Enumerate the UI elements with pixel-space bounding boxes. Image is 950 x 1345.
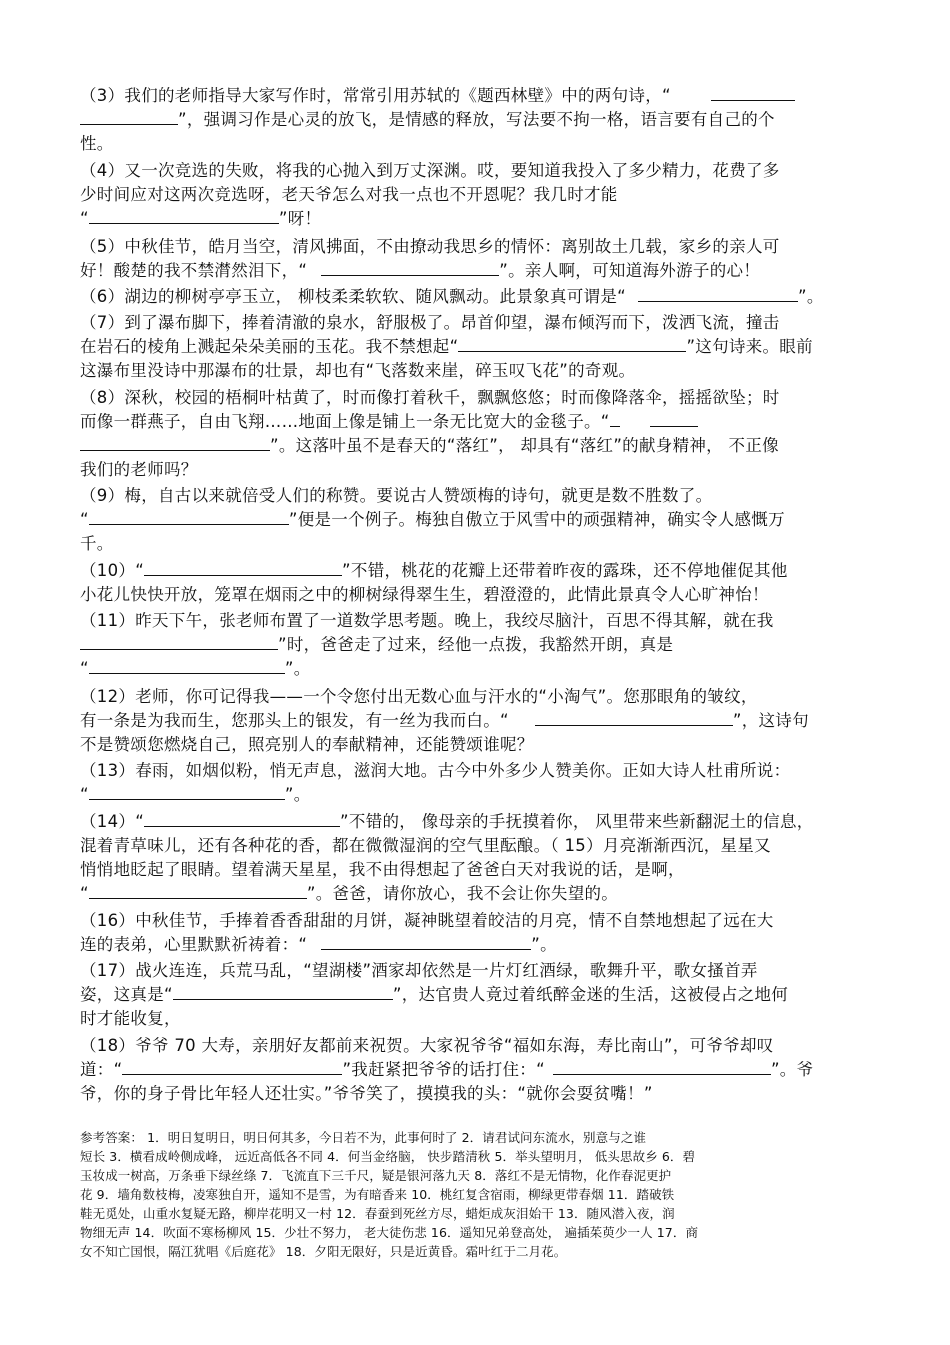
- q18-text: （18）爷爷 70 大寿，亲朋好友都前来祝贺。大家祝爷爷“福如东海，寿比南山”，可爷爷却叹: [80, 1036, 774, 1055]
- blank: [89, 658, 285, 674]
- q11-line-3: [80, 658, 311, 680]
- blank: [711, 85, 795, 101]
- q12-line-1: [80, 686, 758, 708]
- q14-text: 混着青草味儿，还有各种花的香，都在微微湿润的空气里酝酿。（ 15）月亮渐渐西沉，星星又: [80, 836, 771, 855]
- q8-line-4: [80, 459, 198, 481]
- q5-line-2: [80, 260, 760, 282]
- q15-text: “: [80, 884, 89, 903]
- q5-line-1: [80, 236, 780, 258]
- blank: [638, 286, 798, 302]
- q6-text: ”。: [798, 287, 824, 306]
- q13-line-2: [80, 784, 311, 806]
- q18-text: ”我赶紧把爷爷的话打住：“: [342, 1060, 545, 1079]
- blank: [80, 435, 270, 451]
- q6-text: （6）湖边的柳树亭亭玉立， 柳枝柔柔软软、随风飘动。此景象真可谓是“: [80, 287, 626, 306]
- q9-line-3: [80, 533, 114, 555]
- q9-line-2: [80, 509, 785, 531]
- blank: [89, 208, 279, 224]
- q14-line-2: [80, 835, 771, 857]
- q7-text: ”这句诗来。眼前: [686, 337, 813, 356]
- q12-text: （12）老师，你可记得我——一个令您付出无数心血与汗水的“小淘气”。您那眼角的皱纹，: [80, 687, 758, 706]
- q18-line-2: [80, 1059, 813, 1081]
- q10-text: （10）“: [80, 561, 145, 580]
- q3-text: ”，强调习作是心灵的放飞，是情感的释放，写法要不拘一格，语言要有自己的个: [178, 110, 775, 129]
- q17-line-3: [80, 1008, 181, 1030]
- blank: [610, 411, 620, 427]
- q5-text: 好！酸楚的我不禁潸然泪下，“: [80, 261, 308, 280]
- blank: [80, 109, 178, 125]
- blank: [321, 260, 499, 276]
- answer-text: 参考答案： 1．明日复明日，明日何其多，今日若不为，此事何时了 2．请君试问东流水，别意与之谁: [80, 1130, 647, 1145]
- blank: [144, 560, 342, 576]
- q9-text: （9）梅，自古以来就倍受人们的称赞。要说古人赞颂梅的诗句，就更是数不胜数了。: [80, 486, 713, 505]
- q18-line-3: [80, 1083, 653, 1105]
- q5-text: （5）中秋佳节，皓月当空，清风拂面，不由撩动我思乡的情怀：离别故土几载，家乡的亲人可: [80, 237, 780, 256]
- q15-line-2: [80, 883, 618, 905]
- q10-line-2: [80, 584, 769, 606]
- q16-text: ”。: [531, 935, 557, 954]
- q13-line-1: [80, 760, 790, 782]
- q12-line-2: [80, 710, 809, 732]
- q16-line-1: [80, 910, 774, 932]
- answer-text: 物细无声 14．吹面不寒杨柳风 15．少壮不努力， 老大徒伤悲 16．遥知兄弟登高处， 遍插茱萸少一人 17．商: [80, 1225, 699, 1240]
- blank: [458, 336, 686, 352]
- q12-text: 有一条是为我而生，您那头上的银发，有一丝为我而白。“: [80, 711, 509, 730]
- answer-key-line-6: [80, 1224, 698, 1241]
- answer-text: 短长 3．横看成岭侧成峰， 远近高低各不同 4．何当金络脑， 快步踏清秋 5．举头望明月， 低头思故乡 6．碧: [80, 1149, 696, 1164]
- blank: [535, 710, 733, 726]
- q3-line-1: [80, 85, 795, 107]
- q13-text: “: [80, 785, 89, 804]
- q4-text: （4）又一次竞选的失败，将我的心抛入到万丈深渊。哎，要知道我投入了多少精力，花费了多: [80, 161, 780, 180]
- blank: [144, 811, 340, 827]
- q8-line-1: [80, 387, 780, 409]
- q4-line-1: [80, 160, 780, 182]
- q5-text: ”。亲人啊，可知道海外游子的心！: [499, 261, 761, 280]
- q4-line-3: [80, 208, 321, 230]
- q14-text: ”不错的， 像母亲的手抚摸着你， 风里带来些新翻泥土的信息，: [340, 812, 814, 831]
- blank: [80, 634, 278, 650]
- q8-line-2: [80, 411, 698, 433]
- q12-text: 不是赞颂您燃烧自己，照亮别人的奉献精神，还能赞颂谁呢？: [80, 735, 534, 754]
- q9-line-1: [80, 485, 712, 507]
- q14-text: （14）“: [80, 812, 145, 831]
- q10-text: 小花儿快快开放，笼罩在烟雨之中的柳树绿得翠生生，碧澄澄的，此情此景真令人心旷神怡！: [80, 585, 769, 604]
- q18-text: ”。爷: [770, 1060, 814, 1079]
- blank: [650, 411, 698, 427]
- q11-text: ”时，爸爸走了过来，经他一点拨，我豁然开朗，真是: [278, 635, 674, 654]
- q6-line-1: [80, 286, 824, 308]
- q17-line-2: [80, 984, 788, 1006]
- q17-text: 姿，这真是“: [80, 985, 173, 1004]
- q7-text: 这瀑布里没诗中那瀑布的壮景，却也有“飞落数来崖，碎玉叹飞花”的奇观。: [80, 361, 636, 380]
- q17-text: 时才能收复，: [80, 1009, 181, 1028]
- blank: [89, 784, 285, 800]
- q9-text: 千。: [80, 534, 114, 553]
- q7-line-1: [80, 312, 780, 334]
- q9-text: ”便是一个例子。梅独自傲立于风雪中的顽强精神，确实令人感慨万: [288, 510, 785, 529]
- q11-text: （11）昨天下午，张老师布置了一道数学思考题。晚上，我绞尽脑汁，百思不得其解，就在我: [80, 611, 774, 630]
- q17-text: （17）战火连连，兵荒马乱，“望湖楼”酒家却依然是一片灯红酒绿，歌舞升平，歌女搔首弄: [80, 961, 758, 980]
- q11-text: “: [80, 659, 89, 678]
- q18-text: 爷，你的身子骨比年轻人还壮实。”爷爷笑了，摸摸我的头：“就你会耍贫嘴！”: [80, 1084, 653, 1103]
- q4-text: ”呀！: [278, 209, 322, 228]
- q11-line-1: [80, 610, 774, 632]
- q7-line-3: [80, 360, 635, 382]
- blank: [321, 934, 531, 950]
- q7-text: 在岩石的棱角上溅起朵朵美丽的玉花。我不禁想起“: [80, 337, 459, 356]
- q4-line-2: [80, 184, 618, 206]
- q7-line-2: [80, 336, 813, 358]
- answer-key-line-5: [80, 1205, 675, 1222]
- q13-text: ”。: [284, 785, 311, 804]
- q18-text: 道：“: [80, 1060, 123, 1079]
- q4-text: “: [80, 209, 89, 228]
- q3-text: 性。: [80, 134, 114, 153]
- q15-text: 悄悄地眨起了眼睛。望着满天星星，我不由得想起了爸爸白天对我说的话，是啊，: [80, 860, 685, 879]
- q7-text: （7）到了瀑布脚下，捧着清澈的泉水，舒服极了。昂首仰望，瀑布倾泻而下，泼洒飞流，撞击: [80, 313, 780, 332]
- q9-text: “: [80, 510, 89, 529]
- answer-text: 女不知亡国恨，隔江犹唱《后庭花》 18．夕阳无限好，只是近黄昏。霜叶红于二月花。: [80, 1244, 567, 1259]
- answer-key-line-1: [80, 1129, 646, 1146]
- q17-text: ”，达官贵人竟过着纸醉金迷的生活，这被侵占之地何: [392, 985, 789, 1004]
- answer-text: 鞋无觅处，山重水复疑无路，柳岸花明又一村 12．春蚕到死丝方尽，蜡炬成灰泪始干 13．随风潜入夜，润: [80, 1206, 675, 1221]
- q8-text: （8）深秋，校园的梧桐叶枯黄了，时而像打着秋千，飘飘悠悠；时而像降落伞，摇摇欲坠；时: [80, 388, 780, 407]
- q8-text: ”。这落叶虽不是春天的“落红”， 却具有“落红”的献身精神， 不正像: [270, 436, 779, 455]
- answer-key-line-3: [80, 1167, 671, 1184]
- blank: [122, 1059, 342, 1075]
- q8-text: 我们的老师吗？: [80, 460, 198, 479]
- q16-text: （16）中秋佳节，手捧着香香甜甜的月饼，凝神眺望着皎洁的月亮，情不自禁地想起了远在大: [80, 911, 774, 930]
- q3-line-3: [80, 133, 114, 155]
- blank: [89, 509, 289, 525]
- q14-line-1: [80, 811, 814, 833]
- q3-line-2: [80, 109, 775, 131]
- q12-line-3: [80, 734, 534, 756]
- q3-text: （3）我们的老师指导大家写作时，常常引用苏轼的《题西林壁》中的两句诗，“: [80, 86, 671, 105]
- q13-text: （13）春雨，如烟似粉，悄无声息，滋润大地。古今中外多少人赞美你。正如大诗人杜甫所说：: [80, 761, 791, 780]
- q11-line-2: [80, 634, 673, 656]
- q15-line-1: [80, 859, 685, 881]
- answer-key-line-4: [80, 1186, 674, 1203]
- q16-line-2: [80, 934, 557, 956]
- q15-text: ”。爸爸，请你放心，我不会让你失望的。: [306, 884, 619, 903]
- q8-line-3: [80, 435, 779, 457]
- q17-line-1: [80, 960, 758, 982]
- blank: [553, 1059, 771, 1075]
- q16-text: 连的表弟，心里默默祈祷着：“: [80, 935, 308, 954]
- q12-text: ”，这诗句: [732, 711, 809, 730]
- q8-text: 而像一群燕子，自由飞翔……地面上像是铺上一条无比宽大的金毯子。“: [80, 412, 610, 431]
- answer-key-line-7: [80, 1243, 566, 1260]
- q10-line-1: [80, 560, 788, 582]
- q11-text: ”。: [284, 659, 311, 678]
- q10-text: ”不错，桃花的花瓣上还带着昨夜的露珠，还不停地催促其他: [342, 561, 788, 580]
- q18-line-1: [80, 1035, 774, 1057]
- q4-text: 少时间应对这两次竞选呀，老天爷怎么对我一点也不开恩呢？我几时才能: [80, 185, 618, 204]
- blank: [89, 883, 307, 899]
- answer-key-line-2: [80, 1148, 695, 1165]
- answer-text: 玉妆成一树高，万条垂下绿丝绦 7．飞流直下三千尺，疑是银河落九天 8．落红不是无情物，化作春泥更护: [80, 1168, 672, 1183]
- answer-text: 花 9．墙角数枝梅，凌寒独自开，遥知不是雪，为有暗香来 10．桃红复含宿雨，柳绿更带春烟 11．踏破铁: [80, 1187, 675, 1202]
- blank: [173, 984, 393, 1000]
